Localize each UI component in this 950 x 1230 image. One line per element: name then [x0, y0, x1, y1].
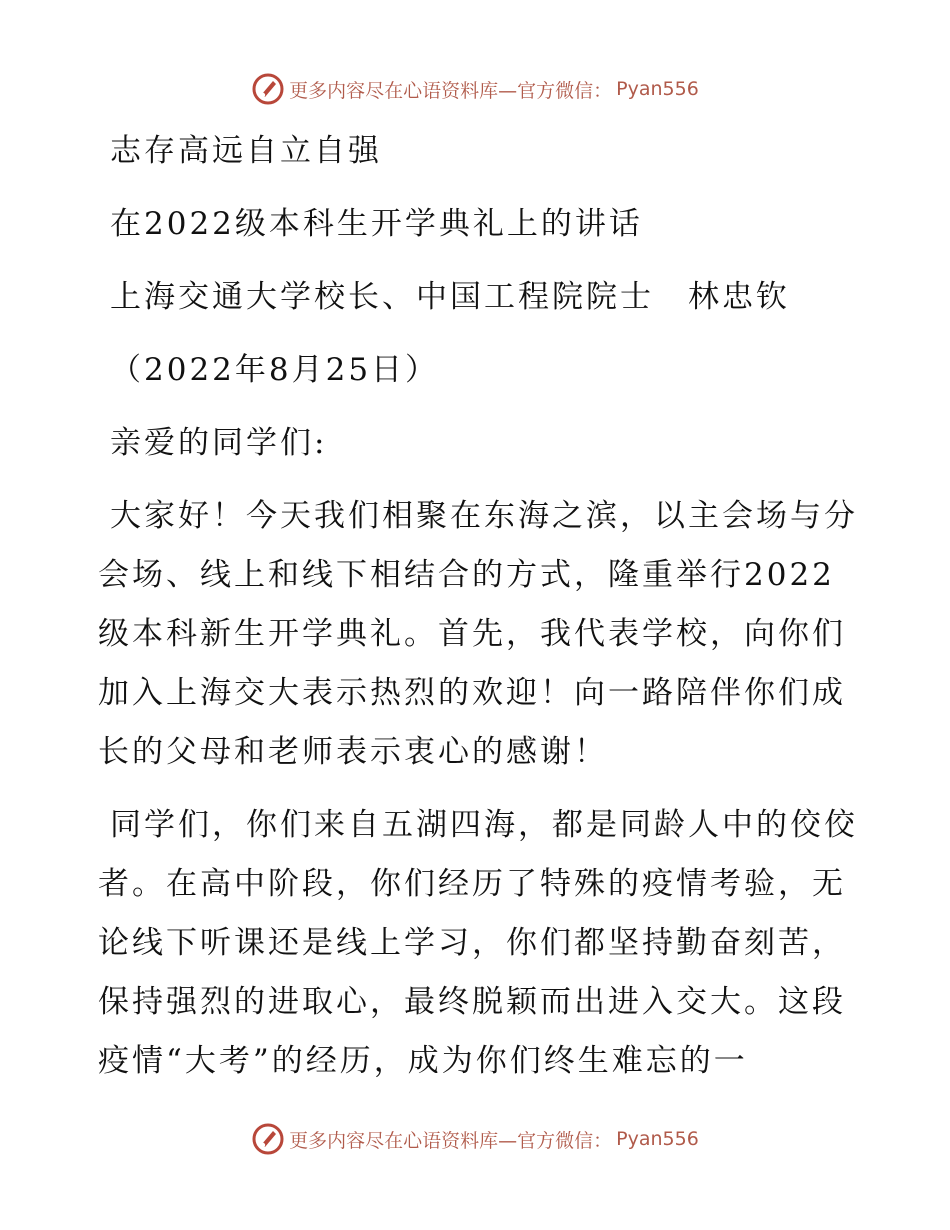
document-title: 志存高远自立自强	[110, 133, 382, 169]
footer-watermark-banner	[0, 1122, 950, 1156]
paragraph-students: 同学们，你们来自五湖四海，都是同龄人中的佼佼者。在高中阶段，你们经历了特殊的疫情考验，无论线下听课还是线上学习，你们都坚持勤奋刻苦，保持强烈的进取心，最终脱颖而出进入交大。这段疫情“大考”的经历，成为你们终生难忘的一	[98, 807, 858, 1079]
document-body	[98, 122, 868, 1105]
pen-nib-logo-icon	[251, 72, 285, 106]
pen-nib-logo-icon	[251, 1122, 285, 1156]
banner-text: 更多内容尽在心语资料库—官方微信：	[289, 79, 613, 102]
date-line: （2022年8月25日）	[110, 352, 440, 388]
banner-text: 更多内容尽在心语资料库—官方微信：	[289, 1129, 613, 1152]
wechat-id: Pyan556	[616, 78, 699, 100]
paragraph-welcome: 大家好！今天我们相聚在东海之滨，以主会场与分会场、线上和线下相结合的方式，隆重举行2022级本科新生开学典礼。首先，我代表学校，向你们加入上海交大表示热烈的欢迎！向一路陪伴你们成长的父母和老师表示衷心的感谢！	[98, 498, 858, 770]
header-watermark-banner	[0, 72, 950, 106]
salutation: 亲爱的同学们:	[110, 425, 328, 461]
wechat-id: Pyan556	[616, 1128, 699, 1150]
author-line: 上海交通大学校长、中国工程院院士 林忠钦	[110, 279, 790, 315]
document-subtitle: 在2022级本科生开学典礼上的讲话	[110, 206, 643, 242]
